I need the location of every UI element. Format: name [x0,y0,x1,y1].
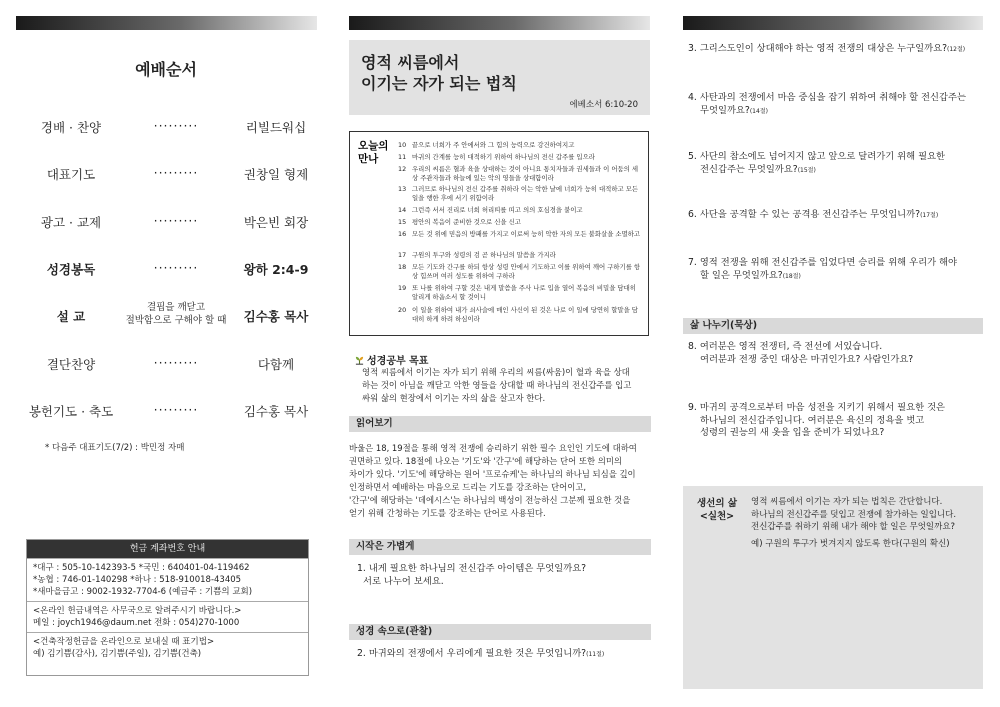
order-row [16,118,316,138]
question-3-text: 3. 그리스도인이 상대해야 하는 영적 전쟁의 대상은 누구일까요? [688,43,948,54]
verse-text: 마귀의 간계를 능히 대적하기 위하여 하나님의 전신 갑주를 입으라 [412,153,595,161]
account-line: *농협 : 746-01-140298 *하나 : 518-910018-43405 [33,575,242,585]
question-2-text: 2. 마귀와의 전쟁에서 우리에게 필요한 것은 무엇입니까? [357,648,587,659]
reading-line: 인정하면서 예배하는 마음으로 드리는 기도를 강조하는 단어이고, [349,482,587,492]
question-4-line2 [688,105,978,119]
notice-line: 예) 김기쁨(감사), 김기쁨(주일), 김기쁨(건축) [33,649,202,659]
question-5-line1: 5. 사단의 참소에도 넘어지지 않고 앞으로 달려가기 위해 필요한 [688,151,946,162]
question-6 [688,209,978,223]
verse-text: 모든 기도와 간구를 하되 항상 성령 안에서 기도하고 이를 위하여 깨어 구하기를 항상 힘쓰며 여러 성도를 위하여 구하라 [412,263,641,280]
verse-number: 10 [398,141,407,149]
question-7-line1: 7. 영적 전쟁을 위해 전신갑주를 입었다면 승리를 위해 우리가 해야 [688,257,957,268]
verse [398,218,642,227]
verse-text: 그런즉 서서 진리로 너희 허리띠를 띠고 의의 호심경을 붙이고 [412,206,583,214]
reading-line: 차이가 있다. '기도'에 해당하는 원어 '프로슈케'는 하나님의 하나님 되심을 깊이 [349,469,636,479]
order-role: 대표기도 [46,167,96,182]
goal-line: 하는 것이 아님을 깨닫고 악한 영들을 상대할 때 하나님의 전신갑주를 입고 [362,380,632,390]
verse-text: 끝으로 너희가 주 안에서와 그 힘의 능력으로 강건하여지고 [412,141,575,149]
verse [398,141,642,150]
order-person: 왕하 2:4-9 [243,262,309,277]
verse [398,230,642,239]
practice-line: 전신갑주를 취하기 위해 내가 해야 할 일은 무엇일까요? [751,522,956,532]
verse-number: 14 [398,206,407,214]
top-bar-3 [683,16,983,30]
top-bar-2 [349,16,650,30]
verse-text: 평안의 복음이 준비한 것으로 신을 신고 [412,218,521,226]
account-line: *대구 : 505-10-142393-5 *국민 : 640401-04-119462 [33,563,250,573]
practice-label-line1: 생선의 삶 [697,498,738,509]
question-9-line3: 성령의 권능의 새 옷을 입을 준비가 되었나요? [700,427,885,438]
question-8-line1: 8. 여러분은 영적 전쟁터, 즉 전선에 서있습니다. [688,341,883,352]
order-role: 성경봉독 [46,262,96,277]
question-9-line2: 하나님의 전신갑주입니다. 여러분은 육신의 정욕을 벗고 [700,414,925,426]
order-row [16,165,316,185]
order-dots: ········· [153,260,199,275]
verse-ref: (14절) [749,107,768,115]
verse-number: 11 [398,153,407,161]
verse-ref: (17절) [920,212,939,219]
study-title-line2: 이기는 자가 되는 법칙 [361,74,517,93]
sermon-title [116,301,236,327]
verse [398,206,642,215]
order-person: 다함께 [257,357,295,372]
verse-text: 우리의 씨름은 혈과 육을 상대하는 것이 아니요 통치자들과 권세들과 이 어둠의 세상 주관자들과 하늘에 있는 악의 영들을 상대함이라 [412,165,639,182]
practice-label-line2: <실천> [699,511,735,522]
order-role: 광고 · 교제 [40,215,102,230]
verse [398,263,642,280]
reading-line: '간구'에 해당하는 '데에시스'는 하나님의 백성이 전능하신 그분께 필요한 것을 [349,495,631,505]
sprout-icon [355,356,364,365]
verse-ref: (18절) [782,272,801,280]
reading-line: 바울은 18, 19절을 통해 영적 전쟁에 승리하기 위한 필수 요인인 기도에 대하여 [349,443,637,453]
verse-number: 12 [398,165,407,173]
order-role: 봉헌기도 · 축도 [28,404,114,419]
reading-line: 얻기 위해 간청하는 기도를 강조하는 단어로 사용된다. [349,508,546,518]
start-heading: 시작은 가볍게 [349,539,651,555]
question-8-line2: 여러분과 전쟁 중인 대상은 마귀인가요? 사람인가요? [700,353,914,365]
question-1-line1: 1. 내게 필요한 하나님의 전신갑주 아이템은 무엇일까요? [357,563,587,574]
manna-label [358,140,388,166]
practice-line: 하나님의 전신갑주를 덧입고 전쟁에 참가하는 일입니다. [751,509,957,520]
study-title-box [349,40,650,115]
order-role: 경배 · 찬양 [40,120,102,135]
question-2 [357,648,647,662]
offering-account-title: 헌금 계좌번호 안내 [27,540,308,558]
question-4-line2-text: 무엇일까요? [700,104,750,116]
verse-number: 13 [398,185,407,193]
sermon-title-line2: 절박함으로 구해야 할 때 [125,315,227,326]
verse-text: 그러므로 하나님의 전신 갑주를 취하라 이는 악한 날에 너희가 능히 대적하고 모든 일을 행한 후에 서기 위함이라 [412,185,639,202]
verse-number: 19 [398,284,407,292]
question-7-line2 [688,270,978,284]
verse-ref: (11절) [586,651,605,658]
study-goal-text [362,366,647,405]
question-5-line2 [688,164,978,178]
verse-number: 20 [398,306,407,314]
study-title [361,52,517,94]
study-title-line1: 영적 씨름에서 [361,53,460,72]
reading-heading: 읽어보기 [349,416,651,432]
study-goal-heading [355,352,428,367]
life-sharing-heading: 삶 나누기(묵상) [683,318,983,334]
question-3 [688,43,978,57]
question-4-line1: 4. 사탄과의 전쟁에서 마음 중심을 잡기 위하여 취해야 할 전신갑주는 [688,92,966,103]
question-8 [688,341,978,366]
question-6-text: 6. 사단을 공격할 수 있는 공격용 전신갑주는 무엇입니까? [688,209,921,220]
worship-order-title: 예배순서 [135,60,197,79]
practice-example: 예) 구원의 투구가 벗겨지지 않도록 한다(구원의 확신) [751,539,950,549]
order-dots: ········· [153,118,199,133]
question-4 [688,92,978,118]
verse [398,185,642,202]
order-person: 김수홍 목사 [243,404,309,419]
sermon-title-line1: 결핍을 깨닫고 [146,302,206,313]
notice-line: 메일 : joych1946@daum.net 전화 : 054)270-1000 [33,618,240,628]
practice-label [697,497,737,523]
order-dots: ········· [153,402,199,417]
scripture-reference: 에베소서 6:10-20 [569,100,638,110]
order-row [16,213,316,233]
question-5-line2-text: 전신갑주는 무엇일까요? [700,163,798,175]
reading-text [349,442,651,520]
verse-text: 구원의 투구와 성령의 검 곧 하나님의 말씀을 가지라 [412,251,556,259]
next-week-prayer-note: * 다음주 대표기도(7/2) : 박민정 자매 [45,443,185,453]
reading-line: 권면하고 있다. 18절에 나오는 '기도'와 '간구'에 해당하는 단어 또한 의미의 [349,456,623,466]
order-person: 김수홍 목사 [243,309,309,324]
order-person: 박은빈 회장 [243,215,309,230]
question-7 [688,257,978,283]
verse-number: 16 [398,230,407,238]
order-dots: ········· [153,355,199,370]
verse [398,165,642,182]
verse-text: 또 나를 위하여 구할 것은 내게 말씀을 주사 나로 입을 열어 복음의 비밀을 담대히 알리게 하옵소서 할 것이니 [412,284,636,301]
verse-ref: (12절) [947,46,966,53]
order-role: 설 교 [56,309,86,324]
goal-line: 싸워 삶의 현장에서 이기는 자의 삶을 살고자 한다. [362,393,546,403]
order-person: 리빌드워십 [245,120,307,135]
goal-line: 영적 씨름에서 이기는 자가 되기 위해 우리의 씨름(싸움)이 혈과 육을 상대 [362,367,630,377]
todays-manna-box [349,131,649,336]
practice-line: 영적 씨름에서 이기는 자가 되는 법칙은 간단합니다. [751,497,943,507]
notice-line: <온라인 헌금내역은 사무국으로 알려주시기 바랍니다.> [33,606,242,616]
notice-line: <건축작정헌금을 온라인으로 보내실 때 표기법> [33,637,215,647]
verse-number: 17 [398,251,407,259]
verse [398,284,642,301]
verse-text: 모든 것 위에 믿음의 방패를 가지고 이로써 능히 악한 자의 모든 불화살을 소멸하고 [412,230,641,238]
practice-text [751,496,976,534]
verse [398,153,642,162]
order-row [16,402,316,422]
question-1-line2: 서로 나누어 보세요. [363,575,444,587]
order-row [16,302,316,327]
verse [398,306,642,323]
verse-text: 이 일을 위하여 내가 쇠사슬에 매인 사신이 된 것은 나로 이 일에 당연히 할말을 담대히 하게 하려 하심이라 [412,306,638,323]
building-offering-notice [27,632,308,663]
offering-account-box [26,539,309,676]
order-row [16,355,316,375]
question-9 [688,402,978,440]
online-offering-notice [27,601,308,632]
question-1 [357,563,647,588]
order-role: 결단찬양 [46,357,96,372]
order-dots: ········· [153,165,199,180]
bank-accounts [27,558,308,601]
practice-box [683,486,983,689]
question-5 [688,151,978,177]
manna-label-line2: 만나 [358,153,379,165]
manna-label-line1: 오늘의 [358,140,389,152]
verse-ref: (15절) [797,166,816,174]
account-line: *새마을금고 : 9002-1932-7704-6 (예금주 : 기쁨의 교회) [33,587,253,597]
question-7-line2-text: 할 일은 무엇일까요? [700,269,783,281]
order-row [16,260,316,280]
observation-heading: 성경 속으로(관찰) [349,624,651,640]
verse-number: 18 [398,263,407,271]
verse-number: 15 [398,218,407,226]
order-dots: ········· [153,213,199,228]
verse [398,251,642,260]
study-goal-label: 성경공부 목표 [367,356,429,367]
question-9-line1: 9. 마귀의 공격으로부터 마음 성전을 지키기 위해서 필요한 것은 [688,402,946,413]
order-person: 권창일 형제 [243,167,309,182]
